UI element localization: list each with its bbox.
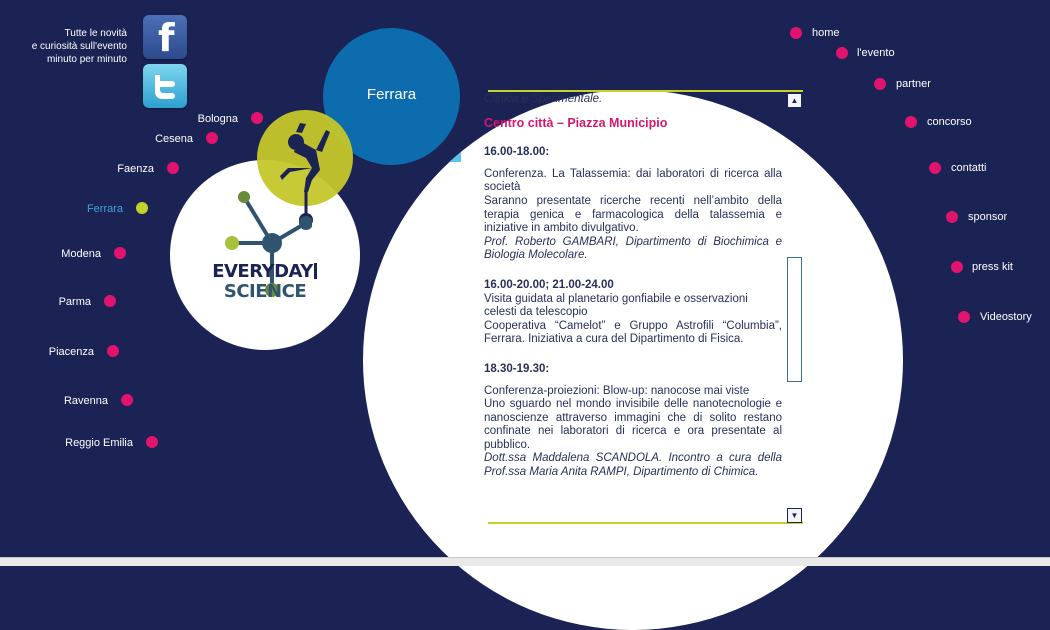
city-dot-reggio-emilia[interactable] <box>146 436 158 448</box>
nav-dot-evento[interactable] <box>836 47 848 59</box>
city-dot-faenza[interactable] <box>167 162 179 174</box>
arrow-down-icon: ▼ <box>790 511 799 520</box>
city-dot-cesena[interactable] <box>206 132 218 144</box>
city-link-bologna[interactable]: Bologna <box>197 113 238 125</box>
scrollbar-thumb[interactable] <box>787 257 802 382</box>
event-credit: Prof. Roberto GAMBARI, Dipartimento di Biochimica e Biologia Molecolare. <box>484 235 782 262</box>
nav-link-evento[interactable]: l'evento <box>857 47 895 59</box>
event-description: Saranno presentate ricerche recenti nell’ambito della terapia genica e farmacologica della talassemia e iniziative in ambito divulgativo. <box>484 194 782 235</box>
nav-dot-contatti[interactable] <box>929 162 941 174</box>
promo-line: Tutte le novità <box>64 28 127 39</box>
nav-link-press-kit[interactable]: press kit <box>972 261 1013 273</box>
social-promo-text <box>18 27 127 66</box>
event-time: 16.00-20.00; 21.00-24.00 <box>484 278 614 291</box>
event-description: Conferenza. La Talassemia: dai laboratori di ricerca alla società <box>484 167 782 194</box>
city-link-modena[interactable]: Modena <box>61 248 101 260</box>
nav-link-sponsor[interactable]: sponsor <box>968 211 1008 223</box>
logo-wordmark <box>174 262 356 302</box>
event-description: Visita guidata al planetario gonfiabile e osservazioni celesti da telescopio <box>484 292 748 319</box>
nav-dot-videostory[interactable] <box>958 311 970 323</box>
event-description: Cooperativa “Camelot” e Gruppo Astrofili “Columbia”, Ferrara. Iniziativa a cura del Dipartimento di Fisica. <box>484 319 782 346</box>
location-heading: Centro città – Piazza Municipio <box>484 115 668 130</box>
logo-text-left: EVERYDAY <box>212 261 313 282</box>
event-description: Conferenza-proiezioni: Blow-up: nanocose mai viste <box>484 384 750 397</box>
city-dot-parma[interactable] <box>104 295 116 307</box>
previous-credit-fragment: Clinica e Sperimentale. <box>484 93 603 105</box>
promo-line: minuto per minuto <box>46 54 127 65</box>
event-program-scroll-area[interactable] <box>484 93 782 511</box>
city-link-parma[interactable]: Parma <box>58 296 91 308</box>
event-credit: Dott.ssa Maddalena SCANDOLA. Incontro a cura della Prof.ssa Maria Anita RAMPI, Dipartimento di Chimica. <box>484 452 782 479</box>
city-dot-ferrara[interactable] <box>136 202 148 214</box>
city-link-piacenza[interactable]: Piacenza <box>48 346 94 358</box>
nav-link-home[interactable]: home <box>812 27 840 39</box>
twitter-bird-icon <box>152 72 178 100</box>
city-link-cesena[interactable]: Cesena <box>155 133 193 145</box>
facebook-button[interactable] <box>143 15 187 59</box>
arrow-up-icon: ▲ <box>790 96 799 105</box>
logo-text-right: SCIENCE <box>223 281 307 302</box>
event-time: 16.00-18.00: <box>484 146 550 159</box>
facebook-icon: f <box>158 16 175 60</box>
content-top-divider <box>488 90 803 92</box>
city-dot-piacenza[interactable] <box>107 345 119 357</box>
nav-dot-partner[interactable] <box>874 78 886 90</box>
nav-dot-home[interactable] <box>790 27 802 39</box>
city-link-faenza[interactable]: Faenza <box>117 163 154 175</box>
nav-dot-press-kit[interactable] <box>951 261 963 273</box>
event-time: 18.30-19.30: <box>484 362 550 375</box>
nav-dot-concorso[interactable] <box>905 116 917 128</box>
event-description: Uno sguardo nel mondo invisibile delle nanotecnologie e nanoscienze attraverso immagini che di solito restano confinate nei laboratori di ricerca e ora presentate al pubblico. <box>484 398 782 451</box>
city-title: Ferrara <box>366 86 417 103</box>
nav-dot-sponsor[interactable] <box>946 211 958 223</box>
content-bottom-divider <box>488 522 803 524</box>
city-link-reggio-emilia[interactable]: Reggio Emilia <box>65 437 133 449</box>
nav-link-videostory[interactable]: Videostory <box>980 311 1032 323</box>
twitter-button[interactable] <box>143 64 187 108</box>
nav-link-partner[interactable]: partner <box>896 78 931 90</box>
city-dot-modena[interactable] <box>114 247 126 259</box>
nav-link-concorso[interactable]: concorso <box>927 116 972 128</box>
scroll-up-button[interactable] <box>787 93 802 108</box>
city-link-ferrara[interactable]: Ferrara <box>86 203 123 215</box>
promo-line: e curiosità sull'evento <box>31 41 127 52</box>
city-link-ravenna[interactable]: Ravenna <box>63 395 108 407</box>
city-dot-bologna[interactable] <box>251 112 263 124</box>
nav-link-contatti[interactable]: contatti <box>951 162 987 174</box>
city-dot-ravenna[interactable] <box>121 394 133 406</box>
scroll-down-button[interactable] <box>787 508 802 523</box>
